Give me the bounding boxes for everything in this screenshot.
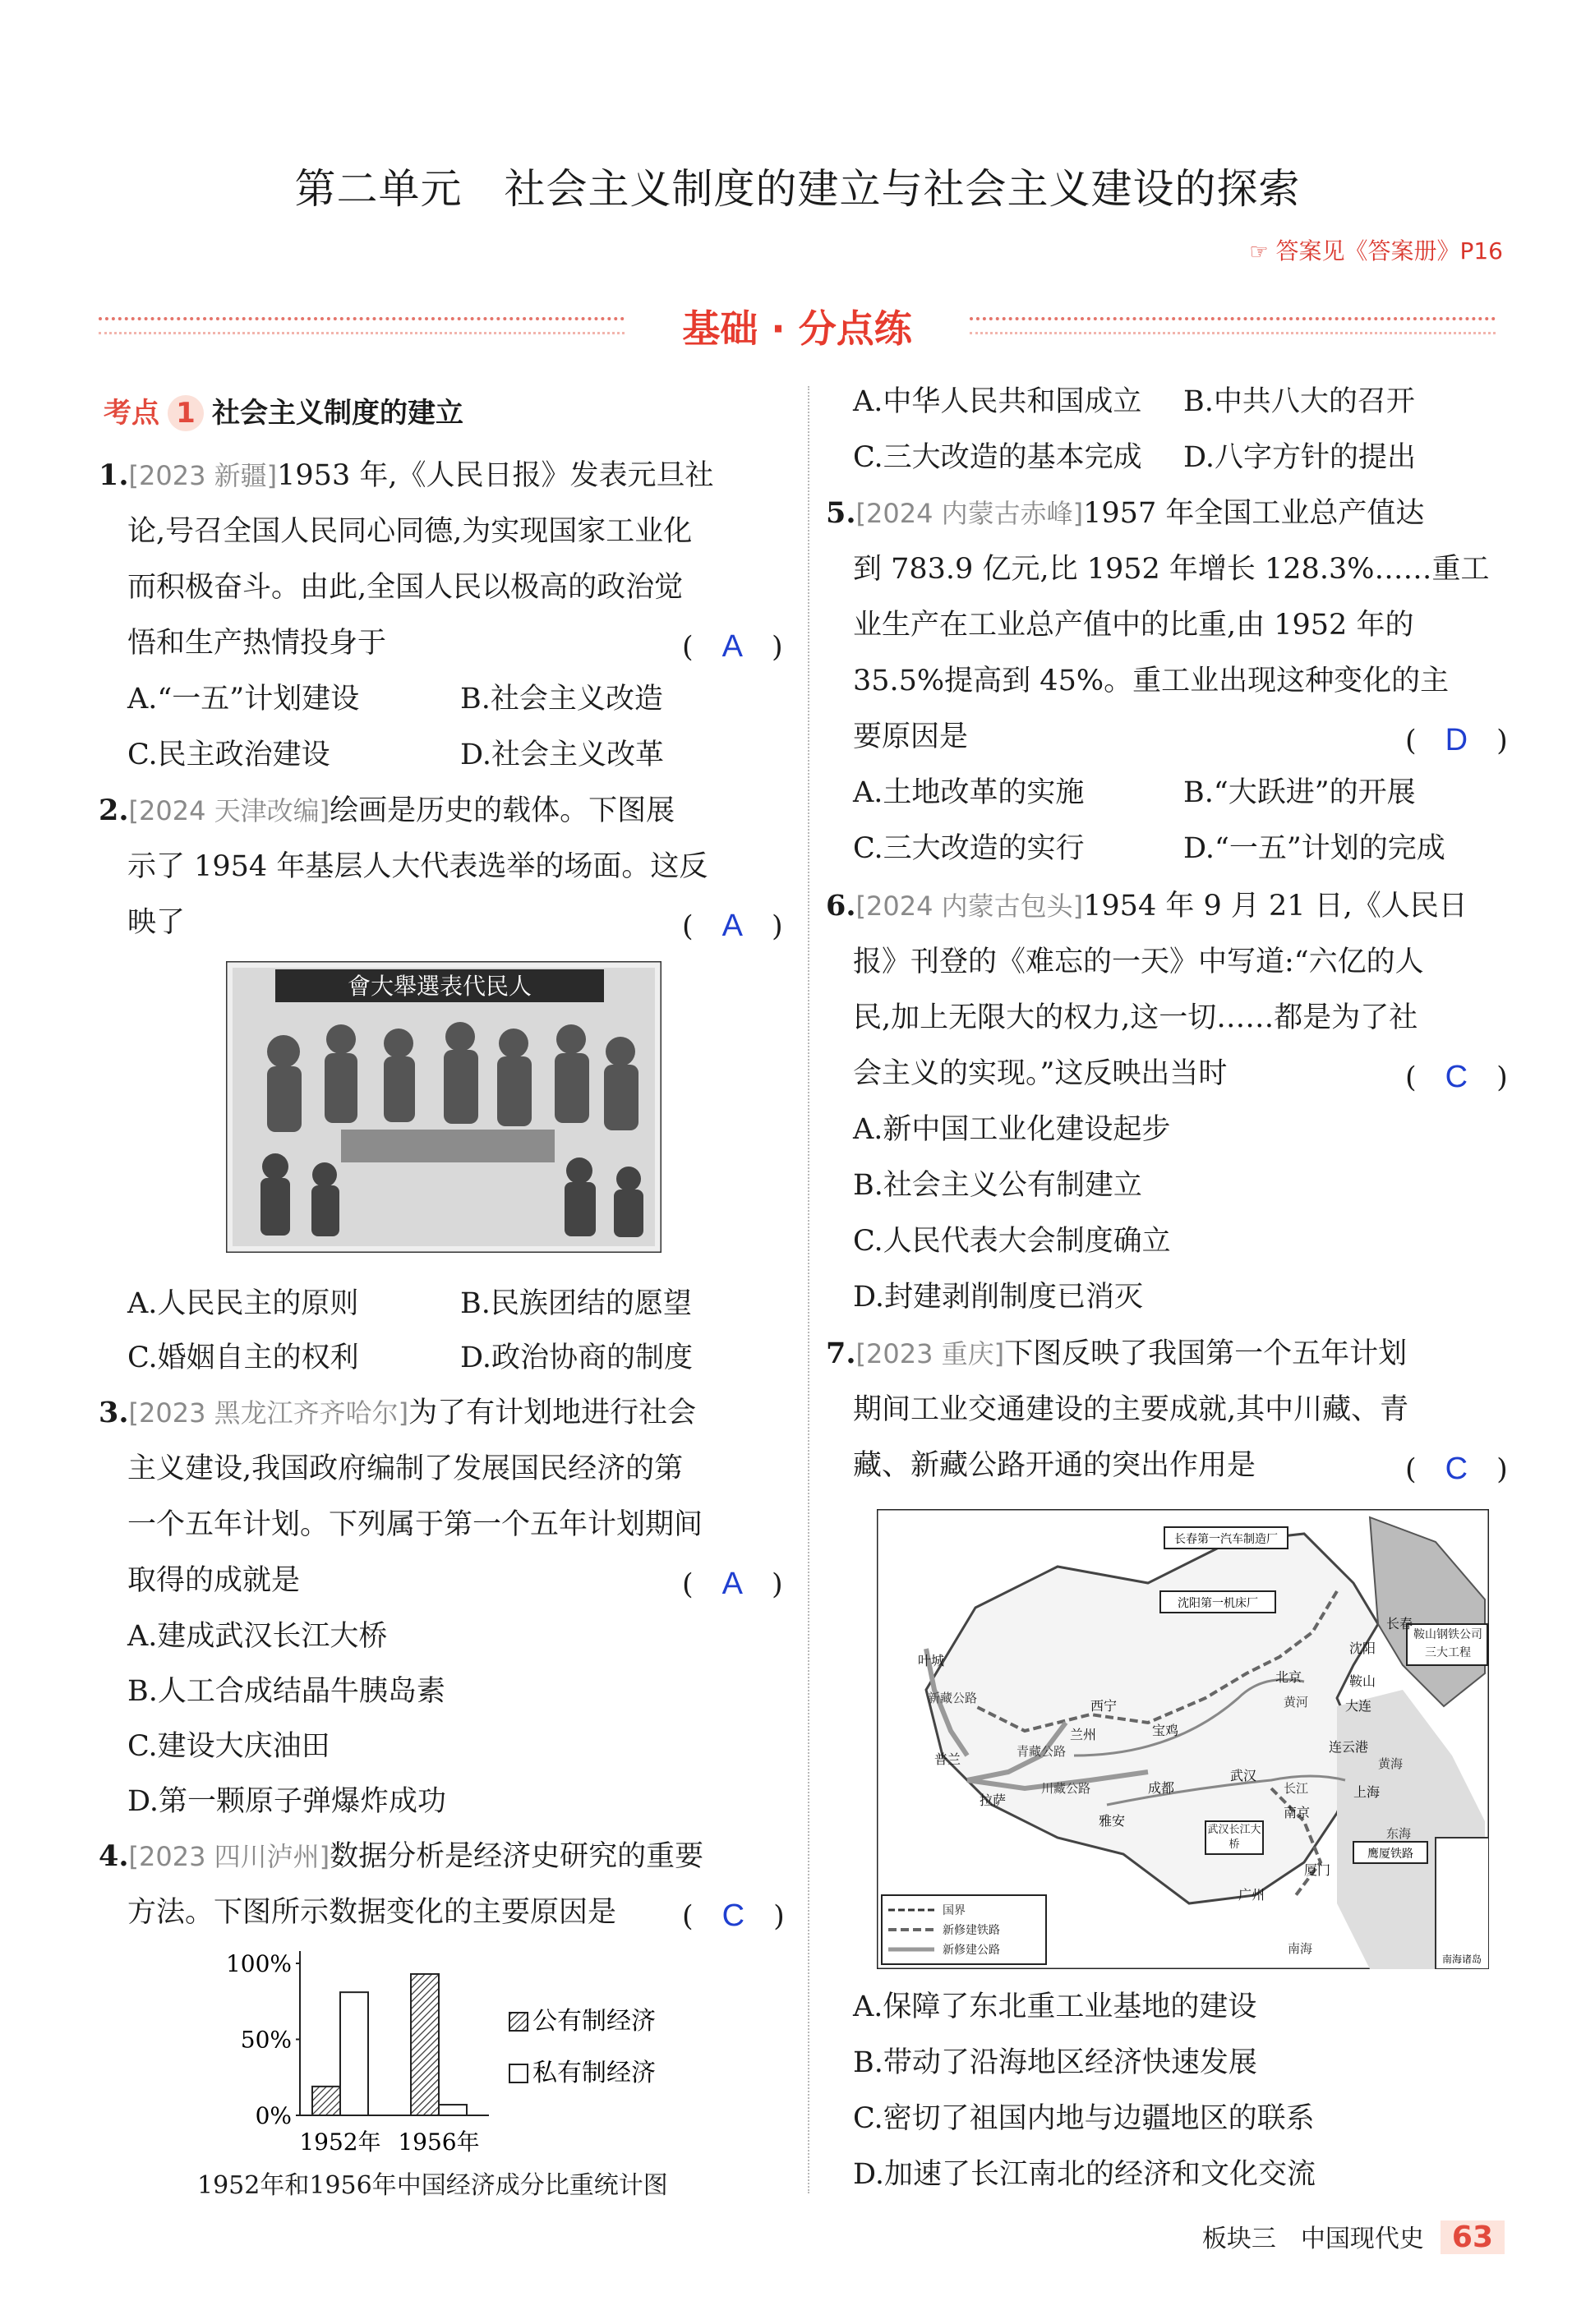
q6-option-b: B.社会主义公有制建立 [853, 1169, 1142, 1202]
svg-text:普兰: 普兰 [934, 1751, 961, 1767]
bar-public-1 [411, 1974, 439, 2115]
q6-option-c: C.人民代表大会制度确立 [853, 1225, 1171, 1258]
south-sea-inset [1436, 1838, 1489, 1969]
q7-line1: 7.[2023 重庆]下图反映了我国第一个五年计划 [826, 1337, 1408, 1370]
q1-answer: ( A ) [682, 629, 783, 664]
q1-line2: 论,号召全国人民同心同德,为实现国家工业化 [127, 515, 693, 548]
svg-text:成都: 成都 [1148, 1780, 1175, 1796]
q3-option-b: B.人工合成结晶牛胰岛素 [127, 1675, 445, 1708]
svg-text:北京: 北京 [1275, 1669, 1302, 1685]
q6-line3: 民,加上无限大的权力,这一切……都是为了社 [853, 1001, 1418, 1034]
x-tick-label: 1956年 [398, 2128, 480, 2156]
svg-text:青藏公路: 青藏公路 [1016, 1744, 1067, 1759]
q7-option-b: B.带动了沿海地区经济快速发展 [853, 2046, 1257, 2079]
q6-line2: 报》刊登的《难忘的一天》中写道:“六亿的人 [853, 946, 1424, 978]
q7-option-d: D.加速了长江南北的经济和文化交流 [853, 2158, 1316, 2191]
svg-text:武汉: 武汉 [1230, 1768, 1257, 1783]
x-tick-label: 1952年 [299, 2128, 381, 2156]
q1-option-a: A.“一五”计划建设 [127, 683, 360, 716]
svg-text:南京: 南京 [1284, 1805, 1311, 1820]
q3-line2: 主义建设,我国政府编制了发展国民经济的第 [127, 1452, 684, 1485]
svg-text:长江: 长江 [1284, 1781, 1309, 1796]
svg-text:新藏公路: 新藏公路 [928, 1691, 978, 1705]
china-map: 南海诸岛 长春第一汽车制造厂 沈阳第一机床厂 鞍山钢铁公司三大工程 鹰厦铁路 长春 沈阳 鞍山 北京 大连 叶城 西宁 兰州 宝鸡 连云港 拉萨 成都 武汉 雅安 南京 上海 厦门 广州 普兰 新藏公路 青藏公路 川藏公路 黄河 长江 黄海 东海 南海 武汉长江大桥 国界 新修建铁路 新修建公路 [877, 1509, 1489, 1969]
q5-line5: 要原因是 [853, 720, 969, 753]
q3-option-d: D.第一颗原子弹爆炸成功 [127, 1785, 446, 1818]
svg-text:叶城: 叶城 [918, 1653, 945, 1668]
q3-option-c: C.建设大庆油田 [127, 1730, 330, 1763]
q3-line4: 取得的成就是 [127, 1564, 301, 1597]
column-divider [808, 386, 809, 2193]
q6-line1: 6.[2024 内蒙古包头]1954 年 9 月 21 日,《人民日 [826, 889, 1468, 923]
q3-line1: 3.[2023 黑龙江齐齐哈尔]为了有计划地进行社会 [99, 1396, 697, 1429]
election-painting [226, 961, 662, 1253]
economy-ratio-chart [181, 1939, 772, 2185]
banner-text: 基础 · 分点练 [682, 306, 912, 351]
legend-label-0: 公有制经济 [532, 2007, 656, 2036]
q1-line4: 悟和生产热情投身于 [127, 627, 387, 660]
q3-option-a: A.建成武汉长江大桥 [127, 1620, 388, 1653]
svg-text:大连: 大连 [1345, 1698, 1372, 1714]
kaodian-heading: 考点 1 社会主义制度的建立 [104, 397, 463, 430]
svg-text:黄河: 黄河 [1284, 1695, 1309, 1710]
painting-banner-text: 會大舉選表代民人 [347, 973, 532, 1000]
chart-caption: 1952年和1956年中国经济成分比重统计图 [197, 2171, 668, 2200]
svg-text:国界: 国界 [943, 1904, 966, 1917]
svg-text:新修建公路: 新修建公路 [943, 1944, 1000, 1957]
svg-text:雅安: 雅安 [1099, 1813, 1126, 1829]
q5-answer: ( D ) [1405, 723, 1508, 757]
q1-line3: 而积极奋斗。由此,全国人民以极高的政治觉 [127, 571, 684, 604]
q5-option-c: C.三大改造的实行 [853, 832, 1085, 865]
svg-text:川藏公路: 川藏公路 [1041, 1781, 1091, 1796]
bar-private-0 [340, 1992, 368, 2115]
legend-label-1: 私有制经济 [532, 2059, 656, 2087]
section-banner [99, 304, 1496, 361]
q2-line1: 2.[2024 天津改编]绘画是历史的载体。下图展 [99, 794, 675, 827]
q2-line3: 映了 [127, 906, 186, 939]
svg-text:黄海: 黄海 [1378, 1756, 1404, 1771]
q6-option-a: A.新中国工业化建设起步 [853, 1113, 1171, 1146]
svg-text:东海: 东海 [1386, 1826, 1412, 1841]
q2-option-a: A.人民民主的原则 [127, 1287, 359, 1320]
svg-text:拉萨: 拉萨 [980, 1792, 1007, 1808]
svg-text:南海: 南海 [1288, 1941, 1313, 1956]
q6-line4: 会主义的实现。”这反映出当时 [853, 1057, 1228, 1090]
q5-option-a: A.土地改革的实施 [853, 776, 1085, 809]
svg-text:西宁: 西宁 [1090, 1698, 1118, 1714]
pointing-hand-icon: ☞ [1249, 240, 1269, 265]
svg-text:上海: 上海 [1353, 1784, 1381, 1800]
q7-option-c: C.密切了祖国内地与边疆地区的联系 [853, 2102, 1315, 2135]
q4-line1: 4.[2023 四川泸州]数据分析是经济史研究的重要 [99, 1839, 704, 1873]
q5-line4: 35.5%提高到 45%。重工业出现这种变化的主 [853, 665, 1450, 697]
q6-answer: ( C ) [1405, 1060, 1508, 1094]
q7-answer: ( C ) [1405, 1452, 1508, 1486]
legend-swatch-1 [509, 2064, 528, 2082]
svg-text:南海诸岛: 南海诸岛 [1441, 1954, 1482, 1965]
q5-line1: 5.[2024 内蒙古赤峰]1957 年全国工业总产值达 [826, 496, 1425, 530]
q4-line2: 方法。下图所示数据变化的主要原因是 [127, 1896, 617, 1929]
svg-text:新修建铁路: 新修建铁路 [943, 1924, 1000, 1937]
svg-text:厦门: 厦门 [1304, 1862, 1331, 1878]
q1-option-d: D.社会主义改革 [460, 739, 664, 771]
svg-text:鹰厦铁路: 鹰厦铁路 [1367, 1848, 1413, 1861]
q4-option-c: C.三大改造的基本完成 [853, 441, 1142, 474]
q2-line2: 示了 1954 年基层人大代表选举的场面。这反 [127, 850, 708, 883]
q2-option-d: D.政治协商的制度 [460, 1341, 693, 1374]
q3-line3: 一个五年计划。下列属于第一个五年计划期间 [127, 1508, 703, 1541]
q2-option-c: C.婚姻自主的权利 [127, 1341, 359, 1374]
svg-text:沈阳第一机床厂: 沈阳第一机床厂 [1178, 1597, 1258, 1610]
q4-option-b: B.中共八大的召开 [1183, 385, 1415, 418]
svg-text:广州: 广州 [1238, 1887, 1265, 1903]
svg-text:宝鸡: 宝鸡 [1152, 1723, 1179, 1738]
q7-option-a: A.保障了东北重工业基地的建设 [853, 1990, 1257, 2023]
legend-swatch-0 [509, 2013, 528, 2031]
q6-option-d: D.封建剥削制度已消灭 [853, 1281, 1143, 1314]
svg-text:长春: 长春 [1386, 1616, 1413, 1631]
q5-option-d: D.“一五”计划的完成 [1183, 832, 1445, 865]
svg-text:连云港: 连云港 [1329, 1739, 1369, 1755]
y-tick-label: 0% [255, 2102, 292, 2129]
q7-line3: 藏、新藏公路开通的突出作用是 [853, 1449, 1256, 1482]
y-tick-label: 100% [225, 1950, 292, 1977]
q5-option-b: B.“大跃进”的开展 [1183, 776, 1416, 809]
q5-line2: 到 783.9 亿元,比 1952 年增长 128.3%……重工 [853, 553, 1490, 586]
svg-text:长春第一汽车制造厂: 长春第一汽车制造厂 [1174, 1533, 1278, 1546]
q4-option-d: D.八字方针的提出 [1183, 441, 1416, 474]
q1-line1: 1.[2023 新疆]1953 年,《人民日报》发表元旦社 [99, 458, 714, 492]
q1-option-b: B.社会主义改造 [460, 683, 663, 716]
bar-private-1 [439, 2105, 467, 2115]
svg-text:兰州: 兰州 [1070, 1727, 1097, 1742]
page-number: 63 [1441, 2220, 1505, 2254]
svg-text:鞍山: 鞍山 [1349, 1673, 1376, 1689]
q3-answer: ( A ) [682, 1567, 783, 1601]
q7-line2: 期间工业交通建设的主要成就,其中川藏、青 [853, 1393, 1409, 1426]
y-tick-label: 50% [240, 2026, 292, 2054]
bar-public-0 [312, 2087, 340, 2115]
q2-option-b: B.民族团结的愿望 [460, 1287, 692, 1320]
svg-text:沈阳: 沈阳 [1349, 1641, 1376, 1656]
answer-reference: ☞ 答案见《答案册》P16 [1249, 237, 1503, 265]
q1-option-c: C.民主政治建设 [127, 739, 330, 771]
q4-option-a: A.中华人民共和国成立 [853, 385, 1142, 418]
page-footer: 板块三 中国现代史 63 [1202, 2218, 1505, 2254]
q4-answer: ( C ) [682, 1898, 785, 1933]
page-title: 第二单元 社会主义制度的建立与社会主义建设的探索 [294, 165, 1301, 213]
q5-line3: 业生产在工业总产值中的比重,由 1952 年的 [853, 609, 1414, 642]
q2-answer: ( A ) [682, 909, 783, 943]
